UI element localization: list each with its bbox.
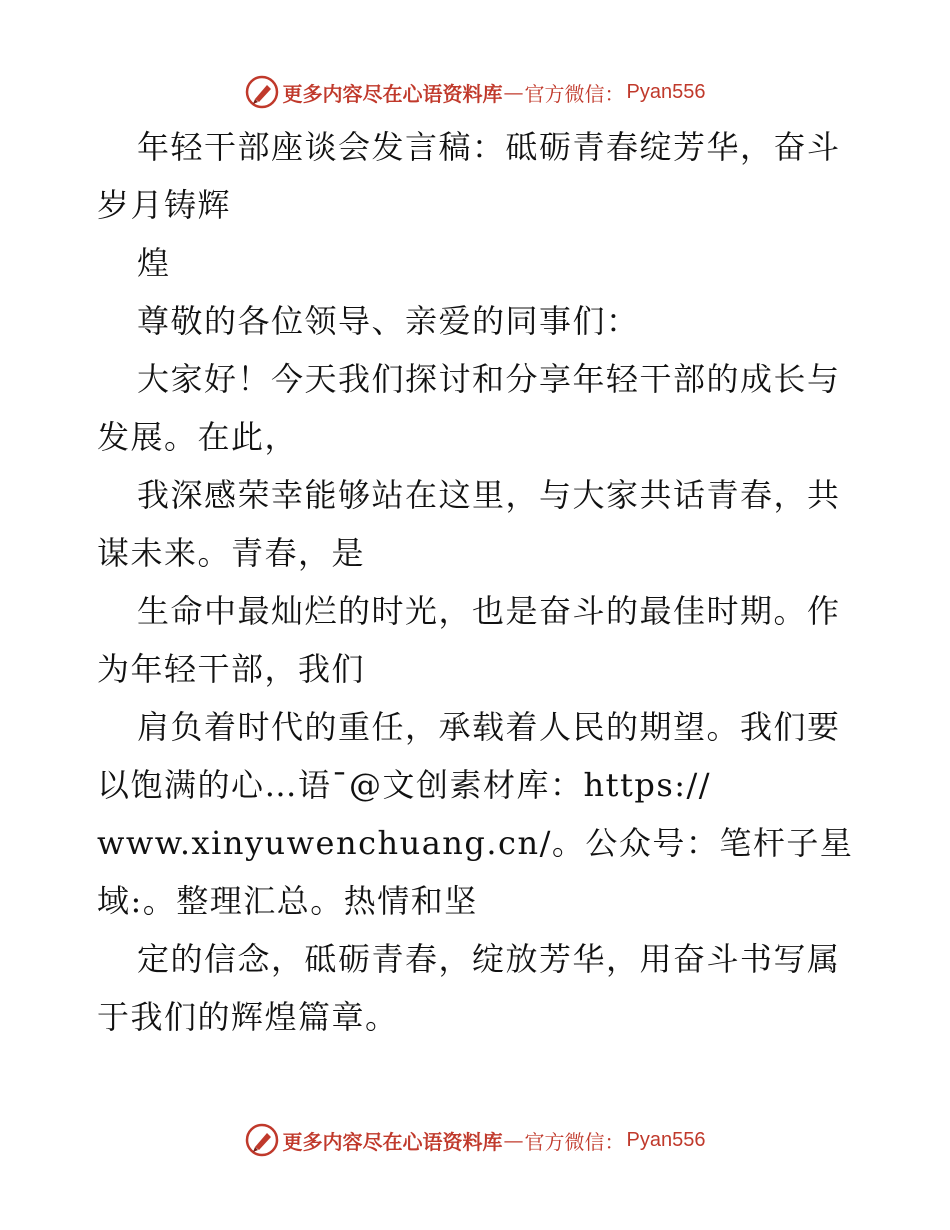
text-line: 尊敬的各位领导、亲爱的同事们： [137,302,640,340]
footer-watermark-banner [0,1120,950,1160]
text-line: 于我们的辉煌篇章。 [97,998,399,1036]
text-line: 域:。整理汇总。热情和坚 [97,882,478,920]
banner-wechat-label: 官方微信： [524,81,625,106]
text-line: 为年轻干部，我们 [97,650,366,688]
text-line: 谋未来。青春，是 [97,534,366,572]
banner-wechat-id: Pyan556 [626,1128,706,1151]
text-line: 以饱满的心…语¯@文创素材库：https:// [97,766,712,804]
text-line: 我深感荣幸能够站在这里，与大家共话青春，共 [137,476,841,514]
text-line: 大家好！今天我们探讨和分享年轻干部的成长与 [137,360,841,398]
banner-library-text: 更多内容尽在心语资料库 [282,81,503,106]
pen-logo-icon [245,75,279,109]
banner-library-text: 更多内容尽在心语资料库 [282,1129,503,1154]
banner-dash: — [503,1128,524,1152]
banner-dash: — [503,80,524,104]
pen-logo-icon [245,1123,279,1157]
banner-wechat-label: 官方微信： [524,1129,625,1154]
header-watermark-banner [0,72,950,112]
text-line: 岁月铸辉 [97,186,232,224]
text-line: 发展。在此， [97,418,299,456]
text-line: 煌 [137,244,171,282]
document-body [97,118,857,1046]
text-line: www.xinyuwenchuang.cn/。公众号：笔杆子星 [97,824,854,862]
banner-wechat-id: Pyan556 [626,80,706,103]
text-line: 生命中最灿烂的时光，也是奋斗的最佳时期。作 [137,592,841,630]
text-line: 定的信念，砥砺青春，绽放芳华，用奋斗书写属 [137,940,841,978]
text-line: 年轻干部座谈会发言稿：砥砺青春绽芳华，奋斗 [137,128,841,166]
text-line: 肩负着时代的重任，承载着人民的期望。我们要 [137,708,841,746]
